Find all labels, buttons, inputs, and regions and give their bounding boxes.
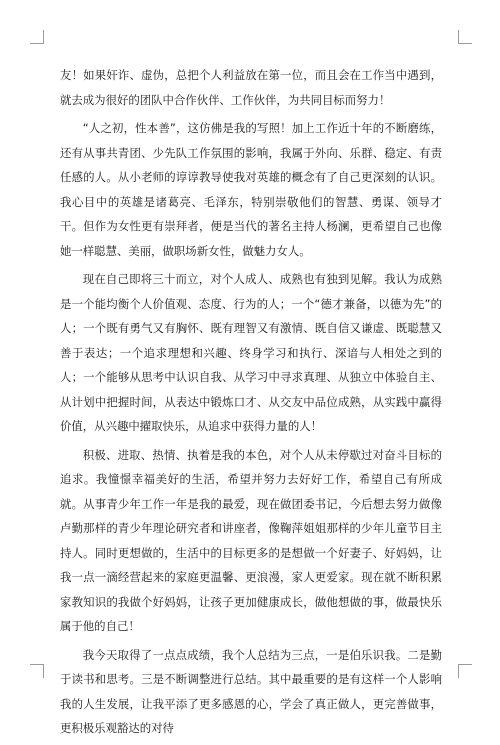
paragraph-achievements: 我今天取得了一点点成绩，我个人总结为三点，一是伯乐识我。二是勤于读书和思考。三是不断调整进行总结。其中最重要的是有这样一个人影响我的人生发展，让我平添了更多感恩的心，学会了真正做人，更完善做事，更积极乐观豁达的对待: [60, 647, 442, 735]
paragraph-maturity: 现在自己即将三十而立，对个人成人、成熟也有独到见解。我认为成熟是一个能均衡个人价值观、态度、行为的人；一个“德才兼备，以德为先”的人；一个既有勇气又有胸怀、既有理智又有激情、既自信又谦虚、既聪慧又善于表达；一个追求理想和兴趣、终身学习和执行、深谙与人相处之到的人；一个能够从思考中认识自我、从学习中寻求真理、从独立中体验自主、从计划中把握时间，从表达中锻炼口才、从交友中品位成熟，从实践中赢得价值，从兴趣中擢取快乐，从追求中获得力量的人！: [60, 272, 442, 433]
crop-mark-top-left: [30, 30, 44, 44]
document-body: [60, 63, 442, 745]
crop-mark-bottom-right: [458, 664, 472, 678]
paragraph-goals: 积极、进取、热情、执着是我的本色，对个人从未停歇过对奋斗目标的追求。我憧憬幸福美好的生活，希望并努力去好好工作，希望自己有所成就。从事青少年工作一年是我的最爱，现在做团委书记，今后想去努力做像卢勤那样的青少年理论研究者和讲座者，像鞠萍姐姐那样的少年儿童节目主持人。同时更想做的，生活中的目标更多的是想做一个好妻子、好妈妈，让我一点一滴经营起来的家庭更温馨、更浪漫，家人更爱家。现在就不断积累家教知识的我做个好妈妈，让孩子更加健康成长，做他想做的事，做最快乐属于他的自己！: [60, 447, 442, 633]
paragraph-personality: “人之初，性本善”，这仿佛是我的写照！加上工作近十年的不断磨练，还有从事共青团、少先队工作氛围的影响，我属于外向、乐群、稳定、有责任感的人。从小老师的谆谆教导使我对英雄的概念有了自己更深刻的认识。我心目中的英雄是诸葛亮、毛泽东，特别崇敬他们的智慧、勇谋、领导才干。但作为女性更有崇拜者，便是当代的著名主持人杨澜，更希望自己也像她一样聪慧、美丽，做职场新女性，做魅力女人。: [60, 121, 442, 258]
crop-mark-bottom-left: [30, 664, 44, 678]
crop-mark-top-right: [458, 30, 472, 44]
paragraph-continuation: 友！如果奸诈、虚伪，总把个人利益放在第一位，而且会在工作当中遇到，就去成为很好的团队中合作伙伴、工作伙伴，为共同目标而努力！: [60, 68, 442, 107]
